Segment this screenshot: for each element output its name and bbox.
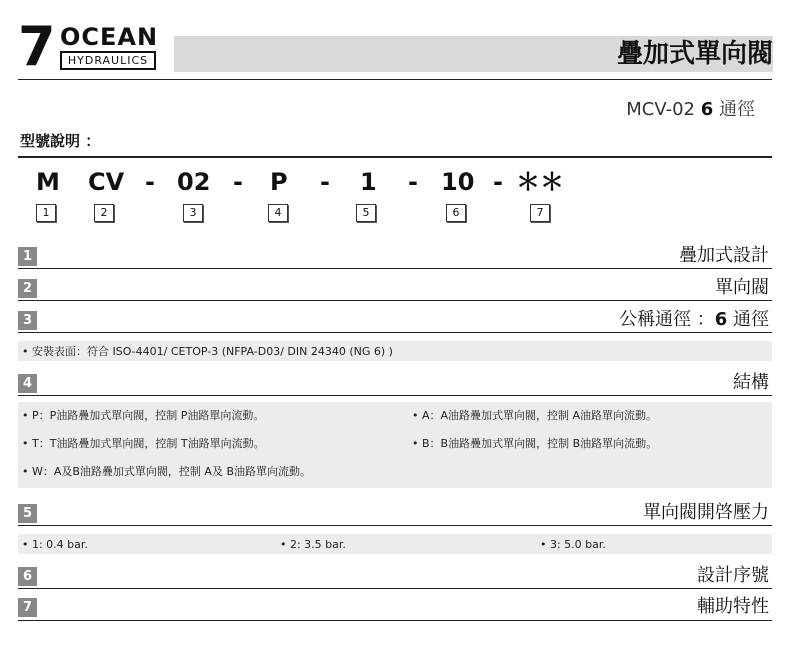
model-size: 6 xyxy=(700,99,714,120)
model-code: MCV-02 xyxy=(626,99,695,120)
structure-note-a: • A：A油路疊加式單向閥，控制 A油路單向流動。 xyxy=(412,409,658,422)
section-title-prefix: 公稱通徑 ： xyxy=(619,309,715,330)
section-title: 結構 xyxy=(733,372,769,393)
section-divider xyxy=(18,300,772,301)
model-description-label: 型號說明 ： xyxy=(20,132,101,150)
mounting-surface-note: • 安裝表面：符合 ISO-4401/ CETOP-3 (NFPA-D03/ DIN 24340 (NG 6) ) xyxy=(22,345,393,358)
description-divider xyxy=(18,156,772,158)
code-part-size: 02 xyxy=(177,168,211,196)
code-index-box: 5 xyxy=(356,204,376,222)
section-title: 設計序號 xyxy=(697,565,769,586)
section-divider xyxy=(18,268,772,269)
code-part-m: M xyxy=(36,168,60,196)
section-divider xyxy=(18,620,772,621)
code-index-box: 4 xyxy=(268,204,288,222)
code-separator: - xyxy=(408,168,418,196)
pressure-option-3: • 3: 5.0 bar. xyxy=(540,538,606,551)
code-part-structure: P xyxy=(270,168,288,196)
logo-mark: 7 xyxy=(18,15,54,78)
logo-brand: OCEAN xyxy=(60,23,159,51)
section-title-suffix: 通徑 xyxy=(727,309,769,330)
code-index-box: 6 xyxy=(446,204,466,222)
code-index-box: 3 xyxy=(183,204,203,222)
header-divider xyxy=(18,79,772,80)
structure-note-t: • T：T油路疊加式單向閥，控制 T油路單向流動。 xyxy=(22,437,265,450)
pressure-option-1: • 1: 0.4 bar. xyxy=(22,538,88,551)
section-title: 單向閥開啓壓力 xyxy=(643,502,769,523)
section-title-size: 6 xyxy=(714,309,728,330)
code-separator: - xyxy=(493,168,503,196)
pressure-option-2: • 2: 3.5 bar. xyxy=(280,538,346,551)
section-divider xyxy=(18,525,772,526)
section-number: 1 xyxy=(18,247,37,266)
structure-note-b: • B：B油路疊加式單向閥，控制 B油路單向流動。 xyxy=(412,437,658,450)
note-band xyxy=(18,534,772,554)
logo-subtitle: HYDRAULICS xyxy=(60,51,156,70)
section-divider xyxy=(18,588,772,589)
section-title xyxy=(619,309,769,331)
section-number: 3 xyxy=(18,311,37,330)
page-title: 疊加式單向閥 xyxy=(616,39,773,69)
section-number: 2 xyxy=(18,279,37,298)
code-part-pressure: 1 xyxy=(360,168,377,196)
section-number: 7 xyxy=(18,598,37,617)
code-index-box: 2 xyxy=(94,204,114,222)
section-title: 輔助特性 xyxy=(697,596,769,617)
code-index-box: 1 xyxy=(36,204,56,222)
section-number: 4 xyxy=(18,374,37,393)
model-line xyxy=(626,95,755,121)
code-part-cv: CV xyxy=(88,168,125,196)
structure-note-p: • P：P油路疊加式單向閥，控制 P油路單向流動。 xyxy=(22,409,265,422)
section-number: 5 xyxy=(18,504,37,523)
code-index-box: 7 xyxy=(530,204,550,222)
section-divider xyxy=(18,332,772,333)
code-separator: - xyxy=(320,168,330,196)
code-separator: - xyxy=(145,168,155,196)
code-part-design: 10 xyxy=(441,168,475,196)
section-number: 6 xyxy=(18,567,37,586)
section-title: 單向閥 xyxy=(715,277,769,298)
model-suffix: 通徑 xyxy=(719,99,755,120)
code-separator: - xyxy=(233,168,243,196)
ocean-logo xyxy=(18,15,159,78)
section-divider xyxy=(18,395,772,396)
code-part-aux: ＊＊ xyxy=(516,168,564,196)
structure-note-w: • W：A及B油路疊加式單向閥，控制 A及 B油路單向流動。 xyxy=(22,465,311,478)
section-title: 疊加式設計 xyxy=(679,245,769,266)
